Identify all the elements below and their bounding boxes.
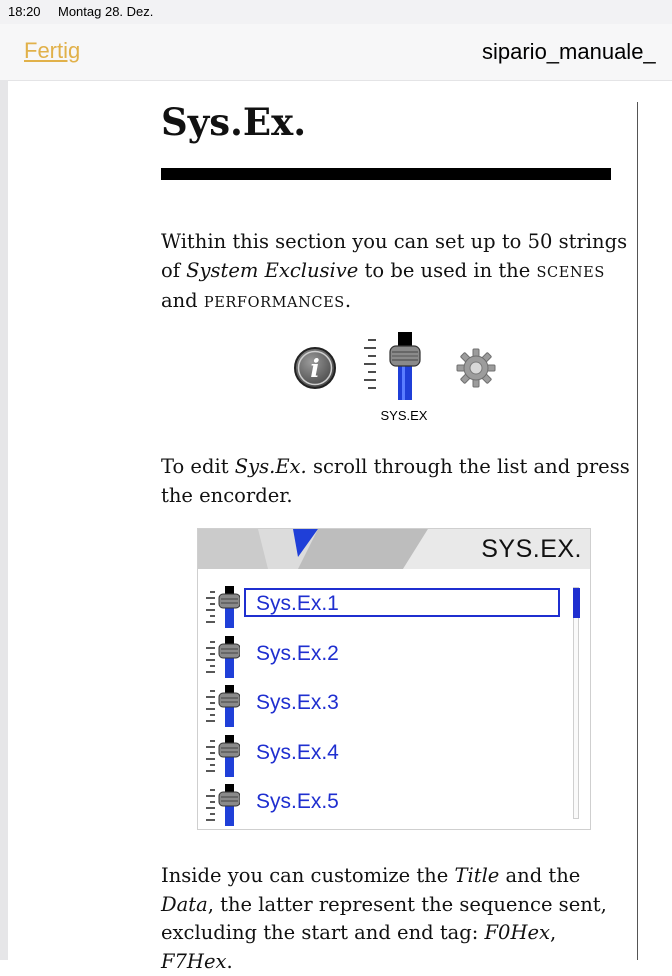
sysex-list-item[interactable] — [198, 633, 568, 677]
smallcaps-scenes: SCENES — [536, 264, 605, 281]
list-scrollbar[interactable] — [573, 587, 579, 819]
item-fader-icon — [204, 636, 240, 678]
fader-icon — [362, 330, 422, 402]
section-title: Sys.Ex. — [161, 100, 307, 144]
smallcaps-performances: PERFORMANCES — [203, 295, 345, 311]
title-rule — [161, 168, 611, 180]
item-fader-icon — [204, 685, 240, 727]
intro-paragraph: Within this section you can set up to 50 strings of System Exclusive to be used in the SCENES and PERFORMANCES. — [161, 230, 628, 312]
info-icon — [293, 346, 337, 390]
sysex-item-label: Sys.Ex.2 — [256, 641, 339, 665]
sysex-list-item[interactable] — [198, 732, 568, 776]
sysex-list-item[interactable] — [198, 781, 568, 825]
item-fader-icon — [204, 784, 240, 826]
sysex-item-label: Sys.Ex.4 — [256, 740, 339, 764]
item-fader-icon — [204, 735, 240, 777]
sysex-device-screen — [197, 528, 591, 830]
status-time: 18:20 — [8, 4, 41, 19]
list-scroll-thumb[interactable] — [573, 588, 580, 618]
sysex-list-item[interactable] — [198, 583, 568, 627]
sysex-item-label: Sys.Ex.1 — [256, 592, 339, 615]
edit-paragraph: To edit Sys.Ex. scroll through the list and press the encorder. — [161, 455, 630, 507]
status-date: Montag 28. Dez. — [58, 4, 154, 19]
fader-caption: SYS.EX — [380, 408, 428, 423]
done-button[interactable]: Fertig — [24, 38, 81, 63]
document-title: sipario_manuale_ — [482, 39, 656, 64]
item-fader-icon — [204, 586, 240, 628]
svg-text:i: i — [310, 354, 320, 383]
screen-title: SYS.EX. — [481, 535, 582, 563]
sysex-item-label: Sys.Ex.3 — [256, 691, 339, 714]
gear-icon — [456, 348, 496, 388]
inside-paragraph: Inside you can customize the Title and the Data, the latter represent the sequence sent, excluding the start and end tag: F0Hex, F7Hex. — [161, 864, 607, 973]
sysex-list-item[interactable] — [198, 682, 568, 726]
sysex-item-label: Sys.Ex.5 — [256, 790, 339, 813]
